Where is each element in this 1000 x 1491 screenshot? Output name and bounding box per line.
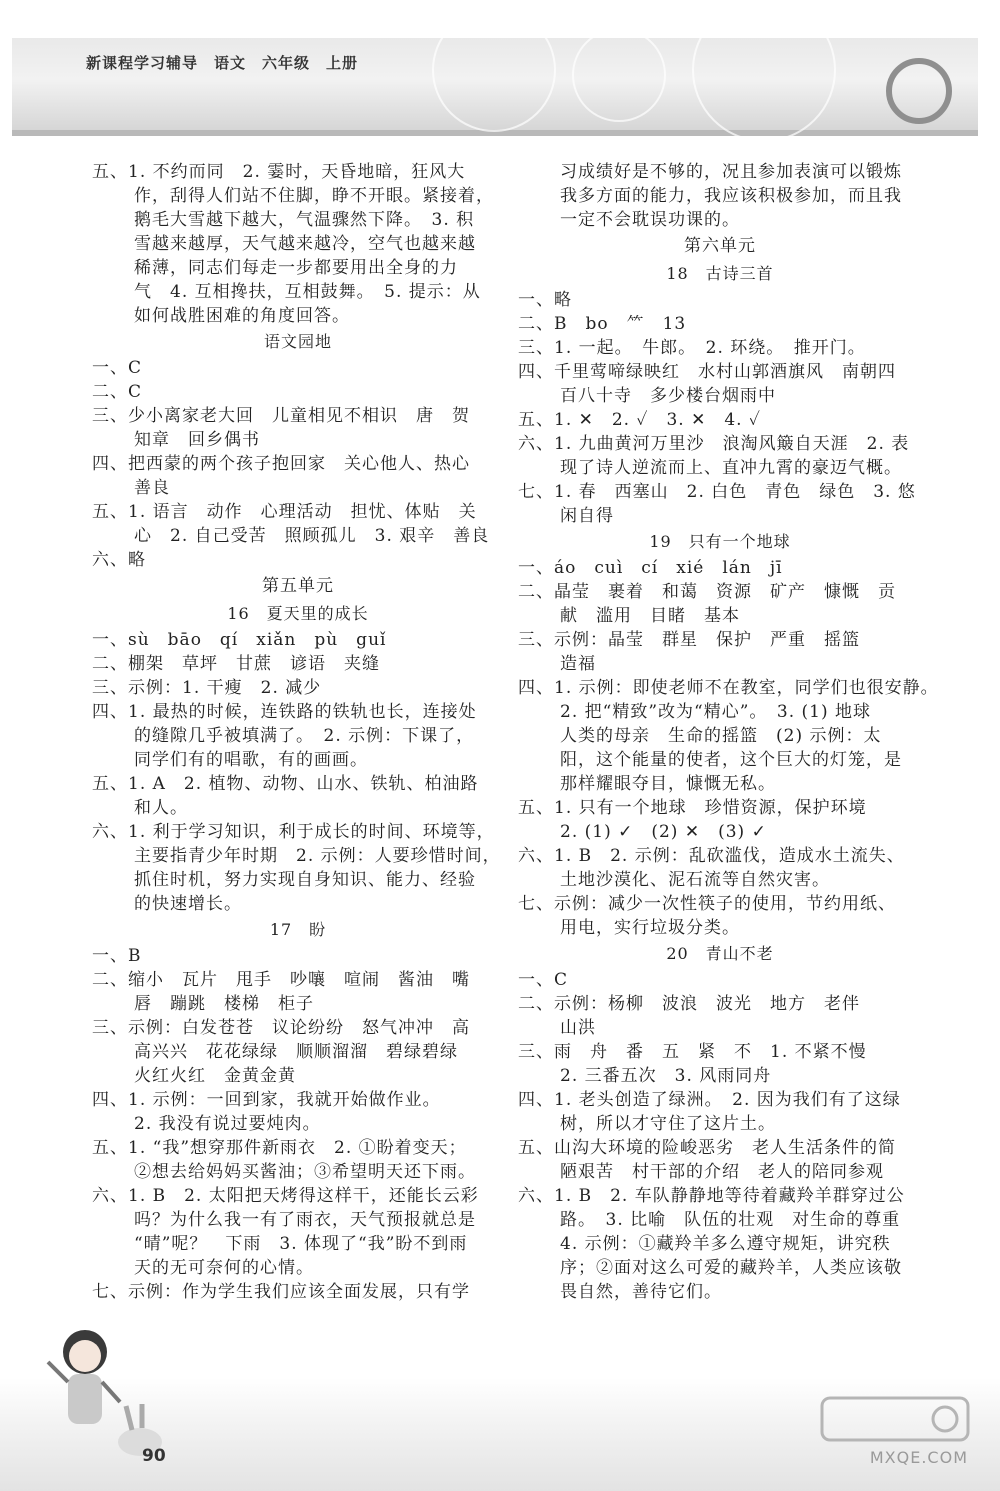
answer-line: 2. (1) ✓ (2) ✕ (3) ✓ [560,822,767,842]
answer-line: 二、C [92,382,143,402]
section-heading: 19 只有一个地球 [649,532,791,551]
answer-line: 二、晶莹 裹着 和蔼 资源 矿产 慷慨 贡 [518,582,896,602]
answer-line: 雪越来越厚，天气越来越冷，空气也越来越 [134,234,476,254]
answer-line: 三、示例：晶莹 群星 保护 严重 摇篮 [518,630,860,650]
answer-line: 一、略 [518,290,572,310]
page-number: 90 [142,1446,166,1466]
answer-line: 如何战胜困难的角度回答。 [134,306,350,326]
answer-line: 三、雨 舟 番 五 紧 不 1. 不紧不慢 [518,1042,867,1062]
answer-line: 四、1. 最热的时候，连铁路的铁轨也长，连接处 [92,702,477,722]
answer-line: 序；②面对这么可爱的藏羚羊，人类应该敬 [560,1258,902,1278]
answer-line: 习成绩好是不够的，况且参加表演可以锻炼 [560,162,902,182]
answer-line: 阳，这个能量的使者，这个巨大的灯笼，是 [560,750,902,770]
answer-line: 六、略 [92,550,146,570]
answer-line: 一、áo cuì cí xié lán jī [518,558,783,578]
answer-line: 三、少小离家老大回 儿童相见不相识 唐 贺 [92,406,470,426]
answer-line: 畏自然，善待它们。 [560,1282,722,1302]
answer-line: 五、1. A 2. 植物、动物、山水、铁轨、柏油路 [92,774,479,794]
section-heading: 16 夏天里的成长 [227,604,369,623]
answer-line: 现了诗人逆流而上、直冲九霄的豪迈气概。 [560,458,902,478]
answer-line: 人类的母亲 生命的摇篮 (2) 示例：太 [560,726,882,746]
answer-line: 4. 示例：①藏羚羊多么遵守规矩，讲究秩 [560,1234,891,1254]
answer-line: 一、C [518,970,569,990]
answer-line: 二、棚架 草坪 甘蔗 谚语 夹缝 [92,654,380,674]
answer-line: 百八十寺 多少楼台烟雨中 [560,386,776,406]
watermark-logo [820,1394,970,1444]
section-heading: 第五单元 [262,576,334,596]
answer-line: ②想去给妈妈买酱油；③希望明天还下雨。 [134,1162,476,1182]
answer-line: 五、1. 不约而同 2. 霎时，天昏地暗，狂风大 [92,162,466,182]
left-answer-column [92,160,504,1304]
answer-line: 2. 把“精致”改为“精心”。 3. (1) 地球 [560,702,871,722]
answer-line: 2. 三番五次 3. 风雨同舟 [560,1066,772,1086]
answer-line: 用电，实行垃圾分类。 [560,918,740,938]
answer-line: 四、1. 示例：即使老师不在教室，同学们也很安静。 [518,678,939,698]
answer-line: 高兴兴 花花绿绿 顺顺溜溜 碧绿碧绿 [134,1042,458,1062]
section-heading: 20 青山不老 [666,944,774,963]
answer-line: 心 2. 自己受苦 照顾孤儿 3. 艰辛 善良 [134,526,490,546]
answer-line: 二、B bo ⺮ 13 [518,314,687,334]
answer-line: 鹅毛大雪越下越大，气温骤然下降。 3. 积 [134,210,475,230]
answer-line: 五、1. “我”想穿那件新雨衣 2. ①盼着变天； [92,1138,467,1158]
answer-line: 四、1. 示例：一回到家，我就开始做作业。 [92,1090,441,1110]
answer-line: 七、示例：减少一次性筷子的使用，节约用纸、 [518,894,896,914]
answer-line: 六、1. 九曲黄河万里沙 浪淘风簸自天涯 2. 表 [518,434,910,454]
header-title: 新课程学习辅导 语文 六年级 上册 [86,54,359,72]
answer-line: 六、1. B 2. 示例：乱砍滥伐，造成水土流失、 [518,846,905,866]
answer-line: 吗？为什么我一有了雨衣，天气预报就总是 [134,1210,476,1230]
answer-line: 四、千里莺啼绿映红 水村山郭酒旗风 南朝四 [518,362,896,382]
answer-line: 的缝隙几乎被填满了。 2. 示例：下课了， [134,726,475,746]
answer-line: 四、把西蒙的两个孩子抱回家 关心他人、热心 [92,454,470,474]
answer-line: 五、1. 语言 动作 心理活动 担忧、体贴 关 [92,502,477,522]
answer-line: 火红火红 金黄金黄 [134,1066,296,1086]
watermark-text: MXQE.COM [869,1448,968,1467]
answer-line: 一、sù bāo qí xiǎn pù guǐ [92,630,387,650]
answer-line: “晴”呢？ 下雨 3. 体现了“我”盼不到雨 [134,1234,468,1254]
answer-line: 抓住时机，努力实现自身知识、能力、经验 [134,870,476,890]
answer-line: 五、1. 只有一个地球 珍惜资源，保护环境 [518,798,867,818]
answer-line: 献 滥用 目睹 基本 [560,606,740,626]
answer-line: 我多方面的能力，我应该积极参加，而且我 [560,186,902,206]
answer-line: 造福 [560,654,596,674]
answer-line: 山洪 [560,1018,596,1038]
answer-line: 七、示例：作为学生我们应该全面发展，只有学 [92,1282,470,1302]
answer-line: 五、1. ✕ 2. ✓ 3. ✕ 4. ✓ [518,410,761,430]
answer-line: 三、示例：白发苍苍 议论纷纷 怒气冲冲 高 [92,1018,470,1038]
answer-line: 五、山沟大环境的险峻恶劣 老人生活条件的简 [518,1138,896,1158]
answer-line: 知章 回乡偶书 [134,430,260,450]
answer-line: 天的无可奈何的心情。 [134,1258,314,1278]
answer-line: 七、1. 春 西塞山 2. 白色 青色 绿色 3. 悠 [518,482,916,502]
section-heading: 18 古诗三首 [666,264,774,283]
answer-line: 六、1. 利于学习知识，利于成长的时间、环境等， [92,822,495,842]
answer-line: 三、1. 一起。 牛郎。 2. 环绕。 推开门。 [518,338,866,358]
decorative-circle [432,8,556,132]
answer-line: 一、C [92,358,143,378]
answer-line: 三、示例：1. 干瘦 2. 减少 [92,678,322,698]
answer-line: 六、1. B 2. 车队静静地等待着藏羚羊群穿过公 [518,1186,905,1206]
answer-line: 气 4. 互相搀扶，互相鼓舞。 5. 提示：从 [134,282,481,302]
answer-line: 一定不会耽误功课的。 [560,210,740,230]
right-answer-column [518,160,939,1304]
section-heading: 17 盼 [269,920,327,939]
answer-line: 陋艰苦 村干部的介绍 老人的陪同参观 [560,1162,884,1182]
answer-line: 土地沙漠化、泥石流等自然灾害。 [560,870,830,890]
answer-line: 和人。 [134,798,188,818]
answer-line: 作，刮得人们站不住脚，睁不开眼。紧接着， [134,186,494,206]
section-heading: 第六单元 [684,236,756,256]
answer-line: 二、缩小 瓦片 甩手 吵嚷 喧闹 酱油 嘴 [92,970,470,990]
answer-line: 稀薄，同志们每走一步都要用出全身的力 [134,258,458,278]
decorative-circle [572,28,666,122]
answer-line: 六、1. B 2. 太阳把天烤得这样干，还能长云彩 [92,1186,479,1206]
answer-line: 路。 3. 比喻 队伍的壮观 对生命的尊重 [560,1210,901,1230]
answer-line: 善良 [134,478,170,498]
answer-line: 那样耀眼夺目，慷慨无私。 [560,774,776,794]
answer-line: 一、B [92,946,142,966]
header-ring-icon [886,58,952,124]
answer-line: 主要指青少年时期 2. 示例：人要珍惜时间， [134,846,501,866]
answer-line: 同学们有的唱歌，有的画画。 [134,750,368,770]
answer-line: 唇 蹦跳 楼梯 柜子 [134,994,314,1014]
answer-line: 2. 我没有说过要炖肉。 [134,1114,321,1134]
answer-line: 四、1. 老头创造了绿洲。 2. 因为我们有了这绿 [518,1090,901,1110]
answer-line: 二、示例：杨柳 波浪 波光 地方 老伴 [518,994,860,1014]
answer-line: 的快速增长。 [134,894,242,914]
section-heading: 语文园地 [263,332,332,351]
answer-line: 树，所以才守住了这片土。 [560,1114,776,1134]
decorative-circle [692,0,836,142]
answer-line: 闲自得 [560,506,614,526]
